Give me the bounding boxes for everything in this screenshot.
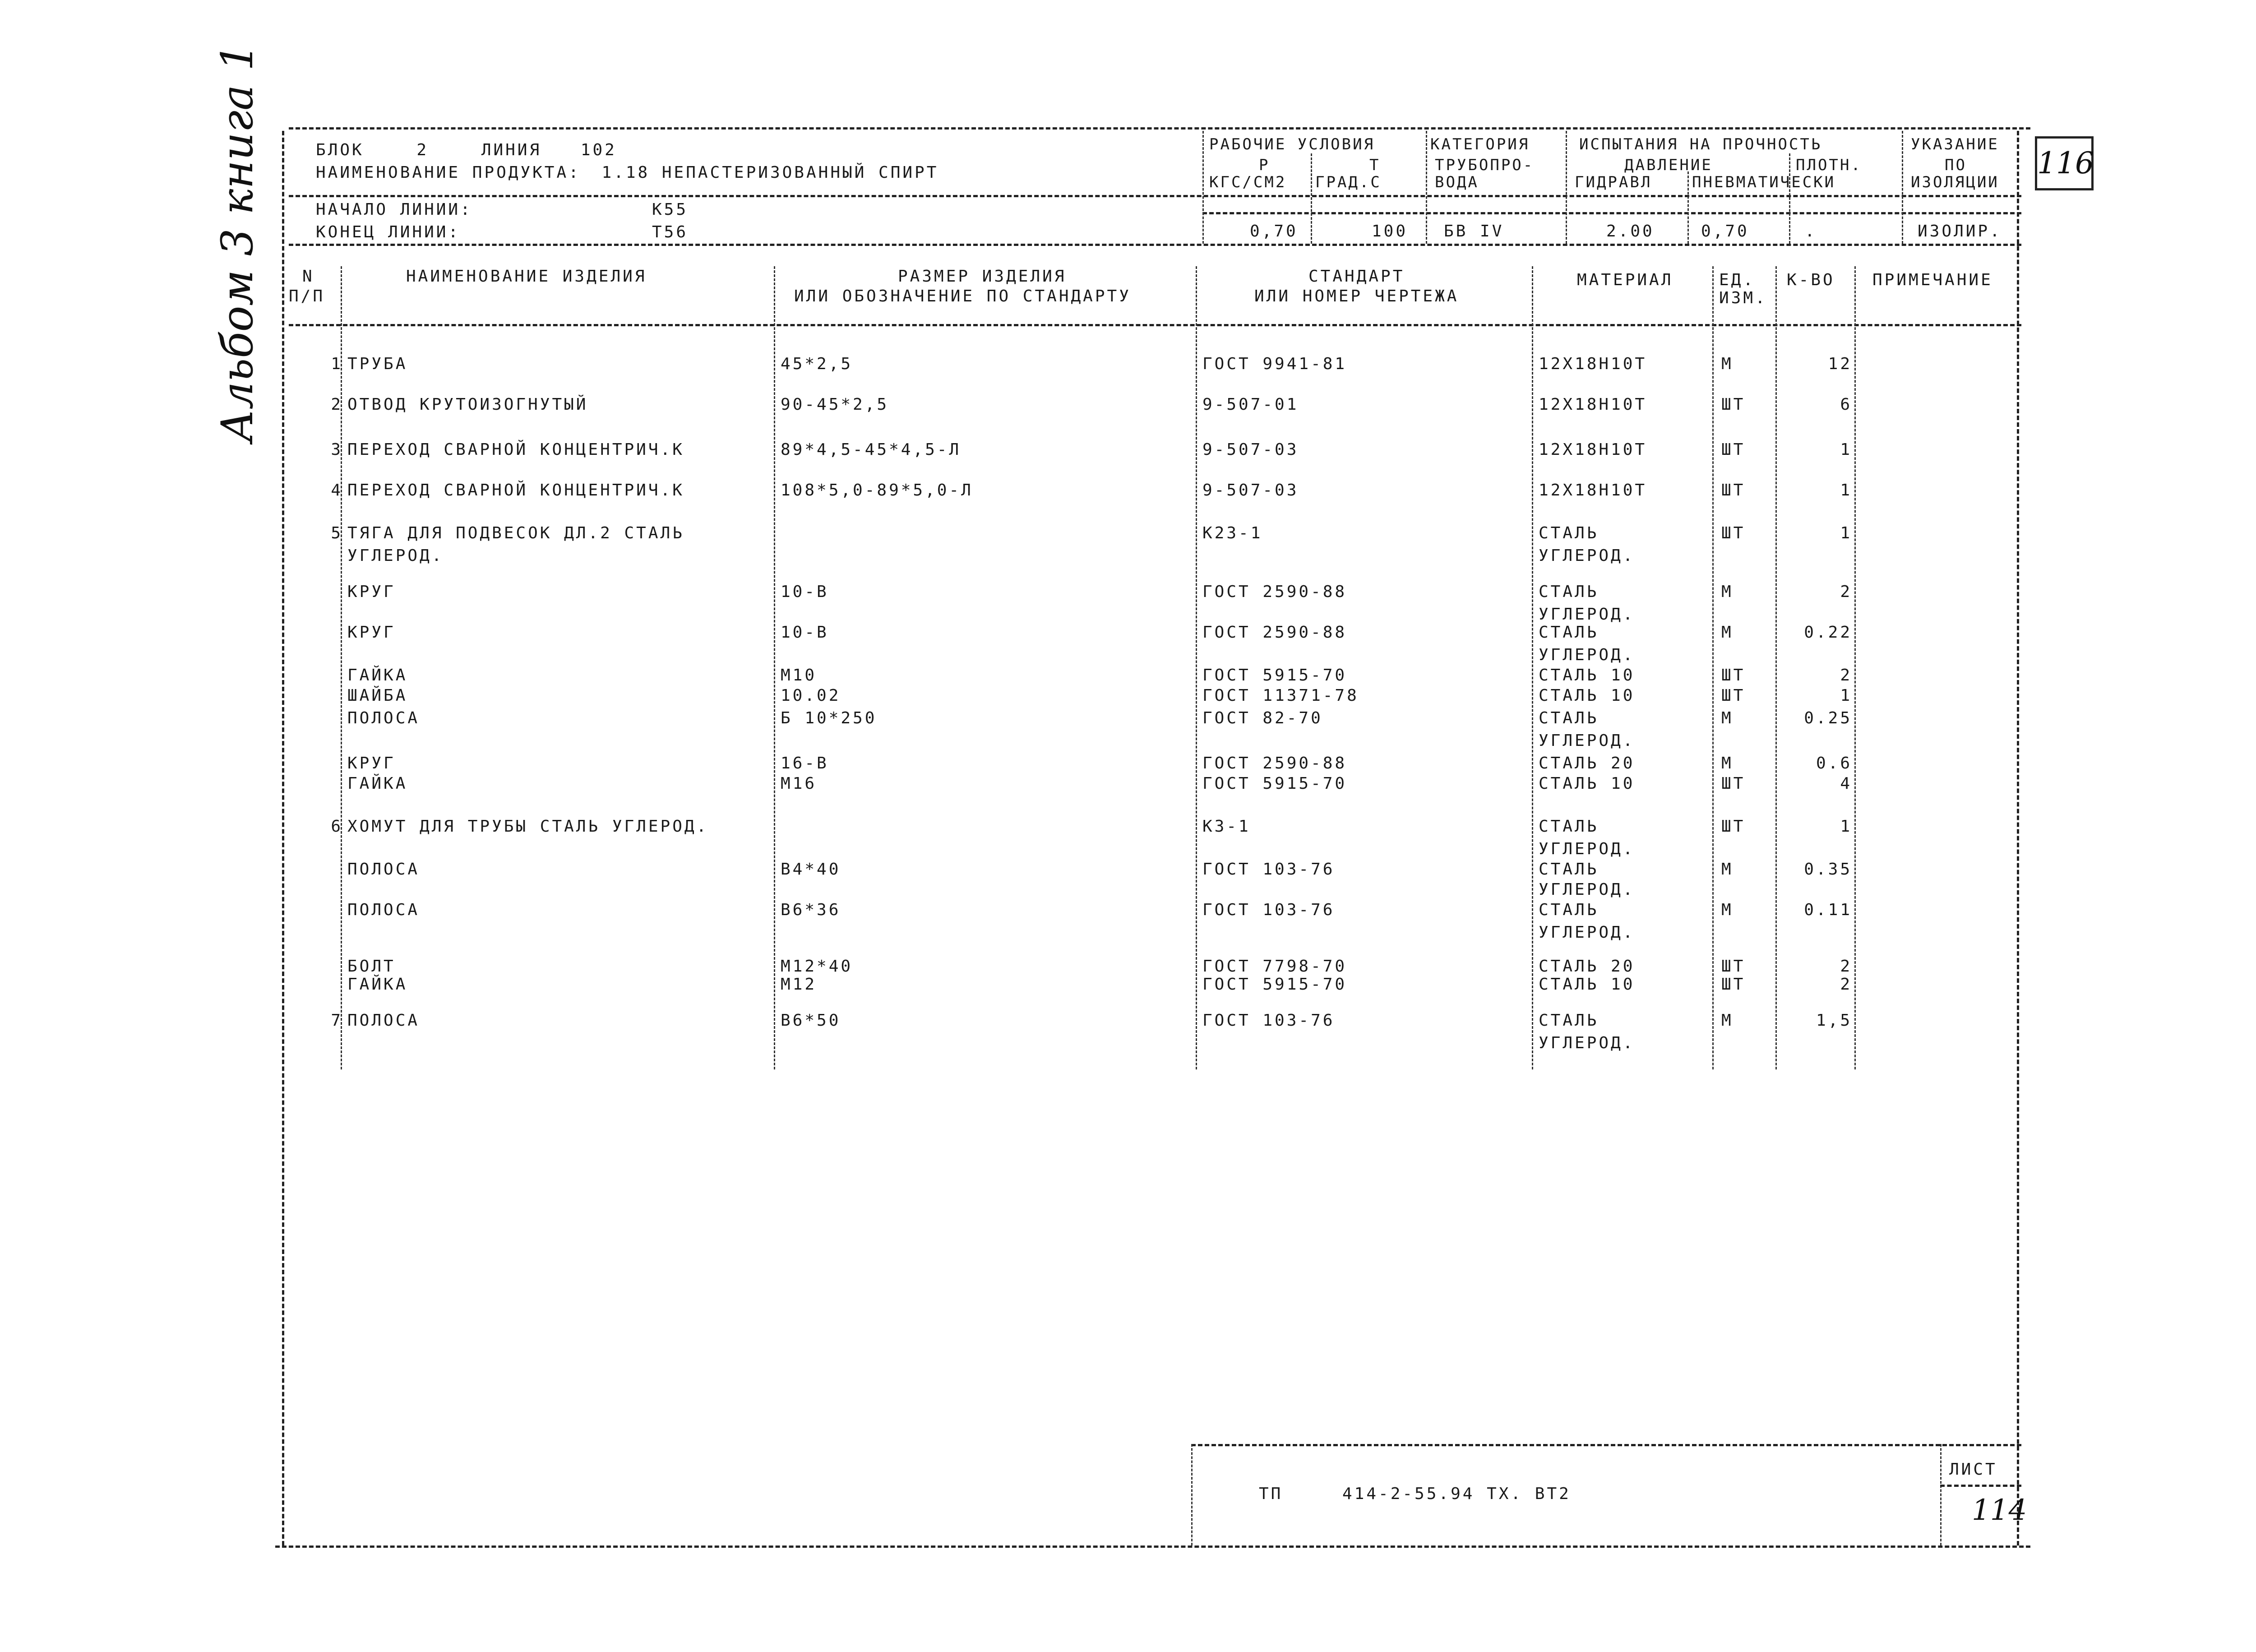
table-row bbox=[0, 666, 2256, 685]
item-unit: ШТ bbox=[1721, 395, 1746, 414]
item-standard: К3-1 bbox=[1202, 817, 1251, 836]
table-row bbox=[0, 708, 2256, 728]
item-size: 10-В bbox=[781, 623, 829, 642]
row-number: 3 bbox=[331, 440, 343, 459]
item-name: УГЛЕРОД. bbox=[347, 546, 444, 565]
col-unit: ЕД. bbox=[1719, 271, 1756, 289]
item-quantity: 0.35 bbox=[1804, 860, 1852, 879]
table-row bbox=[0, 582, 2256, 602]
item-unit: ШТ bbox=[1721, 817, 1746, 836]
item-standard: ГОСТ 2590-88 bbox=[1202, 583, 1347, 601]
item-material: СТАЛЬ 10 bbox=[1539, 666, 1635, 685]
item-unit: М bbox=[1721, 754, 1734, 773]
item-standard: К23-1 bbox=[1202, 524, 1263, 542]
item-standard: ГОСТ 103-76 bbox=[1202, 860, 1335, 879]
row-number: 2 bbox=[331, 395, 343, 414]
item-material: УГЛЕРОД. bbox=[1539, 605, 1635, 624]
density-subtitle: ПЛОТН. bbox=[1796, 156, 1862, 174]
value-insulation: ИЗОЛИР. bbox=[1918, 222, 2002, 241]
item-standard: 9-507-01 bbox=[1202, 395, 1299, 414]
item-name: ПОЛОСА bbox=[347, 901, 420, 919]
value-density: . bbox=[1805, 222, 1817, 241]
item-size: 45*2,5 bbox=[781, 355, 853, 373]
table-row bbox=[0, 481, 2256, 500]
product-label: НАИМЕНОВАНИЕ ПРОДУКТА: bbox=[316, 163, 581, 182]
item-name: ГАЙКА bbox=[347, 774, 408, 793]
table-row bbox=[0, 354, 2256, 374]
frame-left bbox=[282, 131, 284, 1546]
start-label: НАЧАЛО ЛИНИИ: bbox=[316, 200, 472, 219]
item-standard: ГОСТ 5915-70 bbox=[1202, 774, 1347, 793]
category-title: КАТЕГОРИЯ bbox=[1430, 135, 1530, 153]
item-name: ОТВОД КРУТОИЗОГНУТЫЙ bbox=[347, 395, 588, 414]
item-standard: ГОСТ 9941-81 bbox=[1202, 355, 1347, 373]
item-standard: 9-507-03 bbox=[1202, 440, 1299, 459]
item-unit: ШТ bbox=[1721, 481, 1746, 500]
footer-tp: ТП bbox=[1259, 1485, 1283, 1503]
table-row bbox=[0, 839, 2256, 859]
item-material: УГЛЕРОД. bbox=[1539, 546, 1635, 565]
header-divider-2 bbox=[289, 244, 2021, 246]
item-size: 16-В bbox=[781, 754, 829, 773]
header-vline-6 bbox=[1789, 153, 1790, 244]
col-size-2: ИЛИ ОБОЗНАЧЕНИЕ ПО СТАНДАРТУ bbox=[794, 287, 1131, 305]
item-unit: ШТ bbox=[1721, 774, 1746, 793]
table-row bbox=[0, 957, 2256, 976]
row-number: 7 bbox=[331, 1011, 343, 1030]
table-row bbox=[0, 975, 2256, 995]
temp-unit: ГРАД.С bbox=[1315, 173, 1382, 191]
item-material: СТАЛЬ 10 bbox=[1539, 686, 1635, 705]
page-number-stamp: 116 bbox=[2035, 136, 2094, 190]
value-category: БВ IV bbox=[1444, 222, 1504, 241]
item-quantity: 0.25 bbox=[1804, 709, 1852, 727]
item-standard: ГОСТ 5915-70 bbox=[1202, 666, 1347, 685]
value-pressure: 0,70 bbox=[1250, 222, 1298, 241]
footer-sheet-divider bbox=[1940, 1444, 1942, 1546]
item-quantity: 0.11 bbox=[1804, 901, 1852, 919]
category-title-2: ТРУБОПРО- bbox=[1435, 156, 1535, 174]
header-vline-2 bbox=[1311, 153, 1312, 244]
table-row bbox=[0, 880, 2256, 900]
item-material: 12Х18Н10Т bbox=[1539, 395, 1647, 414]
item-name: ГАЙКА bbox=[347, 666, 408, 685]
frame-right bbox=[2017, 131, 2019, 1546]
insulation-title: УКАЗАНИЕ bbox=[1911, 135, 1999, 153]
item-material: СТАЛЬ bbox=[1539, 583, 1599, 601]
item-size: 90-45*2,5 bbox=[781, 395, 889, 414]
item-unit: М bbox=[1721, 1011, 1734, 1030]
item-standard: ГОСТ 2590-88 bbox=[1202, 623, 1347, 642]
col-unit-2: ИЗМ. bbox=[1719, 289, 1767, 307]
header-vline-4 bbox=[1566, 131, 1567, 244]
end-value: Т56 bbox=[652, 223, 689, 241]
item-material: СТАЛЬ 20 bbox=[1539, 754, 1635, 773]
item-name: ПОЛОСА bbox=[347, 709, 420, 727]
header-divider-3 bbox=[1202, 212, 2021, 214]
item-quantity: 6 bbox=[1840, 395, 1852, 414]
item-quantity: 12 bbox=[1828, 355, 1852, 373]
hydraulic-subtitle: ГИДРАВЛ bbox=[1575, 173, 1652, 191]
header-vline-1 bbox=[1202, 131, 1204, 244]
item-quantity: 2 bbox=[1840, 583, 1852, 601]
item-name: ПЕРЕХОД СВАРНОЙ КОНЦЕНТРИЧ.К bbox=[347, 440, 684, 459]
item-size: 10-В bbox=[781, 583, 829, 601]
row-number: 5 bbox=[331, 524, 343, 542]
work-conditions-title: РАБОЧИЕ УСЛОВИЯ bbox=[1209, 135, 1375, 153]
start-value: К55 bbox=[652, 200, 689, 219]
item-material: СТАЛЬ bbox=[1539, 709, 1599, 727]
value-temperature: 100 bbox=[1372, 222, 1408, 241]
item-unit: М bbox=[1721, 355, 1734, 373]
row-number: 6 bbox=[331, 817, 343, 836]
table-row bbox=[0, 546, 2256, 566]
col-num: N bbox=[302, 267, 314, 286]
item-name: ТРУБА bbox=[347, 355, 408, 373]
item-unit: ШТ bbox=[1721, 686, 1746, 705]
row-number: 4 bbox=[331, 481, 343, 500]
item-standard: ГОСТ 2590-88 bbox=[1202, 754, 1347, 773]
item-standard: ГОСТ 103-76 bbox=[1202, 901, 1335, 919]
item-quantity: 4 bbox=[1840, 774, 1852, 793]
item-quantity: 1 bbox=[1840, 686, 1852, 705]
table-row bbox=[0, 395, 2256, 415]
pressure-subtitle: ДАВЛЕНИЕ bbox=[1624, 156, 1713, 174]
end-label: КОНЕЦ ЛИНИИ: bbox=[316, 223, 461, 241]
item-quantity: 0.22 bbox=[1804, 623, 1852, 642]
item-standard: ГОСТ 7798-70 bbox=[1202, 957, 1347, 976]
item-material: СТАЛЬ bbox=[1539, 860, 1599, 879]
table-row bbox=[0, 623, 2256, 643]
item-standard: ГОСТ 5915-70 bbox=[1202, 975, 1347, 994]
item-unit: ШТ bbox=[1721, 666, 1746, 685]
pneumatic-subtitle: ПНЕВМАТИЧЕСКИ bbox=[1692, 173, 1836, 191]
item-quantity: 1 bbox=[1840, 440, 1852, 459]
table-row bbox=[0, 523, 2256, 543]
line-label: ЛИНИЯ bbox=[481, 141, 542, 159]
item-size: В6*50 bbox=[781, 1011, 841, 1030]
item-name: ПЕРЕХОД СВАРНОЙ КОНЦЕНТРИЧ.К bbox=[347, 481, 684, 500]
col-name: НАИМЕНОВАНИЕ ИЗДЕЛИЯ bbox=[406, 267, 647, 286]
item-unit: М bbox=[1721, 860, 1734, 879]
col-num-2: П/П bbox=[289, 287, 325, 305]
item-unit: ШТ bbox=[1721, 957, 1746, 976]
table-row bbox=[0, 860, 2256, 879]
table-row bbox=[0, 900, 2256, 920]
table-row bbox=[0, 923, 2256, 943]
item-quantity: 2 bbox=[1840, 975, 1852, 994]
item-standard: 9-507-03 bbox=[1202, 481, 1299, 500]
item-unit: М bbox=[1721, 709, 1734, 727]
item-quantity: 1,5 bbox=[1816, 1011, 1852, 1030]
table-row bbox=[0, 731, 2256, 751]
item-size: М16 bbox=[781, 774, 817, 793]
item-material: УГЛЕРОД. bbox=[1539, 1034, 1635, 1052]
footer-sheet-line bbox=[1940, 1485, 2021, 1487]
item-quantity: 2 bbox=[1840, 666, 1852, 685]
item-material: СТАЛЬ bbox=[1539, 1011, 1599, 1030]
item-size: М12 bbox=[781, 975, 817, 994]
header-vline-7 bbox=[1902, 131, 1903, 244]
table-row bbox=[0, 817, 2256, 837]
item-standard: ГОСТ 103-76 bbox=[1202, 1011, 1335, 1030]
table-row bbox=[0, 1033, 2256, 1053]
item-material: УГЛЕРОД. bbox=[1539, 646, 1635, 664]
column-header-bottom bbox=[289, 324, 2021, 326]
item-material: УГЛЕРОД. bbox=[1539, 840, 1635, 858]
item-name: ХОМУТ ДЛЯ ТРУБЫ СТАЛЬ УГЛЕРОД. bbox=[347, 817, 709, 836]
item-unit: ШТ bbox=[1721, 524, 1746, 542]
header-divider-1 bbox=[289, 195, 2021, 197]
item-material: СТАЛЬ 20 bbox=[1539, 957, 1635, 976]
table-row bbox=[0, 440, 2256, 460]
item-size: В6*36 bbox=[781, 901, 841, 919]
item-name: ТЯГА ДЛЯ ПОДВЕСОК ДЛ.2 СТАЛЬ bbox=[347, 524, 684, 542]
item-material: 12Х18Н10Т bbox=[1539, 440, 1647, 459]
table-row bbox=[0, 1011, 2256, 1031]
item-material: 12Х18Н10Т bbox=[1539, 481, 1647, 500]
table-row bbox=[0, 605, 2256, 625]
item-material: СТАЛЬ 10 bbox=[1539, 774, 1635, 793]
block-label: БЛОК bbox=[316, 141, 364, 159]
item-unit: ШТ bbox=[1721, 975, 1746, 994]
item-quantity: 1 bbox=[1840, 524, 1852, 542]
item-unit: М bbox=[1721, 583, 1734, 601]
item-material: 12Х18Н10Т bbox=[1539, 355, 1647, 373]
item-size: 10.02 bbox=[781, 686, 841, 705]
item-material: СТАЛЬ bbox=[1539, 901, 1599, 919]
item-unit: М bbox=[1721, 901, 1734, 919]
col-note: ПРИМЕЧАНИЕ bbox=[1872, 271, 1993, 289]
frame-bottom bbox=[275, 1546, 2030, 1548]
table-row bbox=[0, 645, 2256, 665]
temp-symbol: Т bbox=[1369, 156, 1381, 174]
item-unit: М bbox=[1721, 623, 1734, 642]
item-material: УГЛЕРОД. bbox=[1539, 880, 1635, 899]
item-standard: ГОСТ 82-70 bbox=[1202, 709, 1323, 727]
footer-left-line bbox=[1191, 1444, 1193, 1546]
item-quantity: 1 bbox=[1840, 817, 1852, 836]
line-value: 102 bbox=[580, 141, 617, 159]
item-size: М12*40 bbox=[781, 957, 853, 976]
value-pneumatic: 0,70 bbox=[1701, 222, 1749, 241]
item-size: 108*5,0-89*5,0-Л bbox=[781, 481, 973, 500]
pressure-unit: КГС/СМ2 bbox=[1209, 173, 1287, 191]
item-name: ПОЛОСА bbox=[347, 860, 420, 879]
table-row bbox=[0, 774, 2256, 794]
col-qty: К-ВО bbox=[1787, 271, 1835, 289]
footer-top-line bbox=[1191, 1444, 2021, 1446]
item-material: СТАЛЬ bbox=[1539, 623, 1599, 642]
item-name: КРУГ bbox=[347, 583, 396, 601]
row-number: 1 bbox=[331, 355, 343, 373]
pressure-symbol: Р bbox=[1259, 156, 1270, 174]
item-name: ПОЛОСА bbox=[347, 1011, 420, 1030]
header-vline-3 bbox=[1426, 131, 1427, 244]
item-standard: ГОСТ 11371-78 bbox=[1202, 686, 1359, 705]
item-material: УГЛЕРОД. bbox=[1539, 731, 1635, 750]
col-material: МАТЕРИАЛ bbox=[1577, 271, 1674, 289]
item-name: ГАЙКА bbox=[347, 975, 408, 994]
item-name: БОЛТ bbox=[347, 957, 396, 976]
block-value: 2 bbox=[416, 141, 429, 159]
insulation-title-3: ИЗОЛЯЦИИ bbox=[1911, 173, 1999, 191]
item-size: М10 bbox=[781, 666, 817, 685]
col-std-2: ИЛИ НОМЕР ЧЕРТЕЖА bbox=[1254, 287, 1459, 305]
item-quantity: 2 bbox=[1840, 957, 1852, 976]
footer-sheet-label: ЛИСТ bbox=[1949, 1460, 1997, 1479]
col-std: СТАНДАРТ bbox=[1308, 267, 1405, 286]
item-name: КРУГ bbox=[347, 623, 396, 642]
item-quantity: 0.6 bbox=[1816, 754, 1852, 773]
album-side-label: Альбом 3 книга 1 bbox=[212, 43, 263, 442]
item-size: 89*4,5-45*4,5-Л bbox=[781, 440, 962, 459]
item-material: СТАЛЬ bbox=[1539, 817, 1599, 836]
value-hydraulic: 2.00 bbox=[1606, 222, 1655, 241]
table-row bbox=[0, 754, 2256, 773]
item-material: УГЛЕРОД. bbox=[1539, 923, 1635, 942]
footer-sheet-number: 114 bbox=[1972, 1494, 2027, 1527]
category-title-3: ВОДА bbox=[1435, 173, 1479, 191]
item-quantity: 1 bbox=[1840, 481, 1852, 500]
product-value: 1.18 НЕПАСТЕРИЗОВАННЫЙ СПИРТ bbox=[601, 163, 939, 182]
tests-title: ИСПЫТАНИЯ НА ПРОЧНОСТЬ bbox=[1579, 135, 1822, 153]
item-size: Б 10*250 bbox=[781, 709, 877, 727]
footer-doc-code: 414-2-55.94 ТХ. ВТ2 bbox=[1342, 1485, 1571, 1503]
insulation-title-2: ПО bbox=[1945, 156, 1967, 174]
table-row bbox=[0, 686, 2256, 706]
item-unit: ШТ bbox=[1721, 440, 1746, 459]
item-size: В4*40 bbox=[781, 860, 841, 879]
item-name: ШАЙБА bbox=[347, 686, 408, 705]
item-material: СТАЛЬ 10 bbox=[1539, 975, 1635, 994]
item-name: КРУГ bbox=[347, 754, 396, 773]
item-material: СТАЛЬ bbox=[1539, 524, 1599, 542]
header-vline-5 bbox=[1687, 171, 1689, 244]
frame-top bbox=[289, 127, 2030, 130]
col-size: РАЗМЕР ИЗДЕЛИЯ bbox=[898, 267, 1067, 286]
